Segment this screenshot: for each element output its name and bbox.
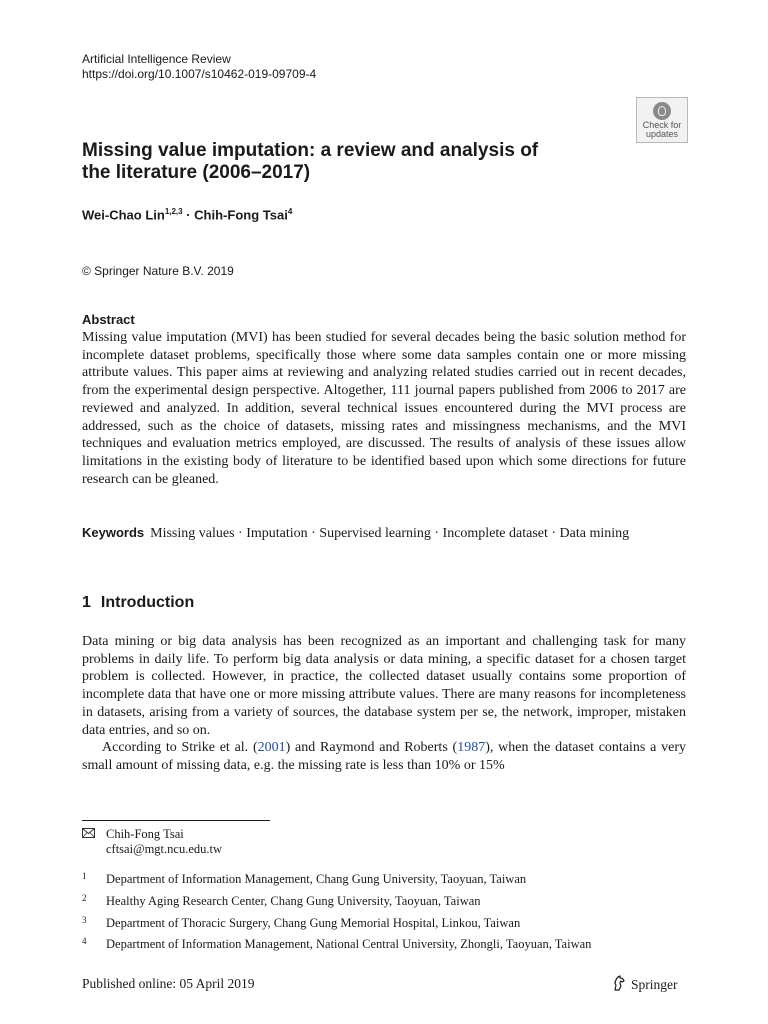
- keywords-block: [82, 524, 686, 543]
- abstract-heading: Abstract: [82, 312, 135, 327]
- doi-link[interactable]: https://doi.org/10.1007/s10462-019-09709-4: [82, 67, 317, 81]
- affiliation-text: Department of Information Management, National Central University, Zhongli, Taoyuan, Taiwan: [106, 937, 592, 951]
- author-name[interactable]: Chih-Fong Tsai: [194, 207, 288, 223]
- paragraph: Data mining or big data analysis has been recognized as an important and challenging task for many problems in daily life. To perform big data analysis or data mining, a specific dataset for a chosen target problem is collected. However, in practice, the collected dataset usually contains some proportion of incomplete data that have one or more missing attribute values. There are many reasons for incompleteness in datasets, arising from a variety of sources, the database system per se, the network, improper, mistaken data entries, and so on.: [82, 634, 686, 738]
- correspondence-email[interactable]: cftsai@mgt.ncu.edu.tw: [106, 842, 222, 856]
- publisher-name: Springer: [631, 977, 678, 992]
- correspondence-name: Chih-Fong Tsai: [106, 827, 184, 841]
- bookmark-icon: [653, 102, 671, 120]
- affiliation-number: 3: [82, 915, 87, 925]
- author-list: [82, 207, 292, 222]
- affiliation-text: Department of Information Management, Chang Gung University, Taoyuan, Taiwan: [106, 872, 527, 886]
- copyright-line: © Springer Nature B.V. 2019: [82, 264, 234, 278]
- affiliation-number: 2: [82, 893, 87, 903]
- correspondence-block: [82, 827, 222, 857]
- paragraph: According to Strike et al. (2001) and Raymond and Roberts (1987), when the dataset contains a very small amount of missing data, e.g. the missing rate is less than 10% or 15%: [82, 740, 686, 773]
- paper-title: Missing value imputation: a review and analysis of the literature (2006–2017): [82, 140, 539, 183]
- citation-link[interactable]: 2001: [257, 740, 286, 756]
- check-for-updates-badge[interactable]: [636, 97, 688, 143]
- affiliation-text: Department of Thoracic Surgery, Chang Gung Memorial Hospital, Linkou, Taiwan: [106, 916, 521, 930]
- badge-line2: updates: [645, 129, 679, 139]
- footnote-divider: [82, 820, 270, 821]
- author-separator: ·: [182, 207, 195, 223]
- author-name[interactable]: Wei-Chao Lin: [82, 207, 165, 223]
- citation-link[interactable]: 1987: [457, 740, 486, 756]
- author-affiliation-marks: 1,2,3: [164, 207, 183, 216]
- journal-header: [82, 52, 316, 82]
- publisher-logo: [611, 975, 678, 996]
- keywords-label: Keywords: [82, 525, 145, 540]
- affiliation-item: [82, 893, 481, 909]
- affiliation-text: Healthy Aging Research Center, Chang Gung University, Taoyuan, Taiwan: [106, 894, 481, 908]
- published-date: Published online: 05 April 2019: [82, 976, 255, 991]
- section-number: 1: [82, 594, 91, 611]
- affiliation-number: 1: [82, 871, 87, 881]
- badge-line1: Check for: [642, 120, 682, 130]
- affiliation-item: [82, 936, 591, 952]
- springer-horse-icon: [611, 975, 627, 996]
- affiliation-number: 4: [82, 936, 87, 946]
- section-heading: [82, 594, 194, 612]
- envelope-icon: [82, 827, 106, 842]
- introduction-body: [82, 633, 686, 775]
- author-affiliation-marks: 4: [287, 207, 293, 216]
- journal-name: Artificial Intelligence Review: [82, 52, 231, 66]
- affiliation-item: [82, 915, 520, 931]
- abstract-body: Missing value imputation (MVI) has been studied for several decades being the basic solution method for incomplete dataset problems, specifically those where some data samples contain one or more missing attribute values. This paper aims at reviewing and analyzing related studies carried out in recent decades, from the experimental design perspective. Altogether, 111 journal papers published from 2006 to 2017 are reviewed and analyzed. In addition, several technical issues encountered during the MVI process are addressed, such as the choice of datasets, missing rates and missingness mechanisms, and the MVI techniques and evaluation metrics employed, are discussed. The results of analysis of these issues allow limitations in the existing body of literature to be identified based upon which some directions for future research can be gleaned.: [82, 330, 686, 487]
- section-title: Introduction: [100, 594, 195, 611]
- affiliation-item: [82, 871, 526, 887]
- keywords-list: Missing values · Imputation · Supervised learning · Incomplete dataset · Data mining: [150, 526, 630, 541]
